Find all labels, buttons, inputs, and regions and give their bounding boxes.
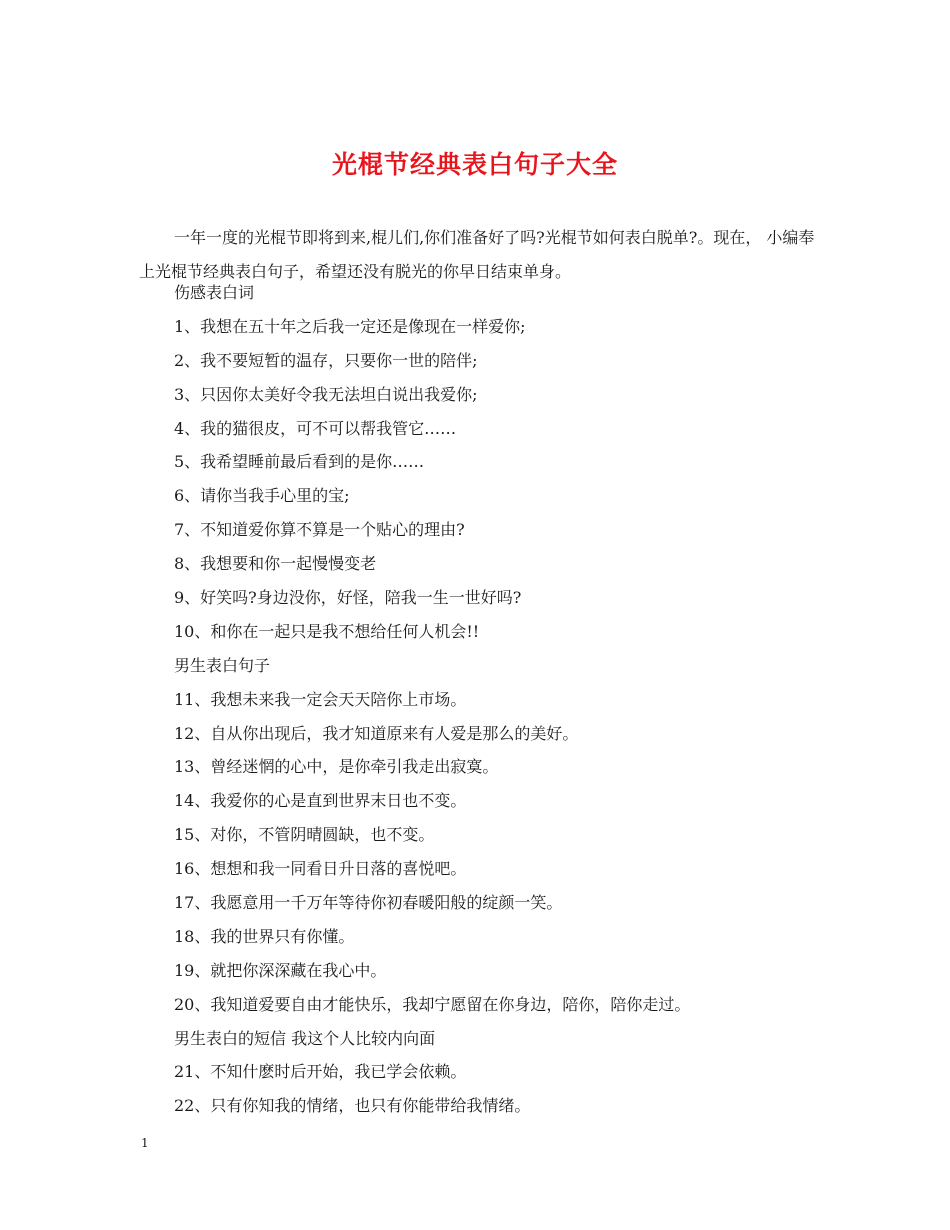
list-item: 3、只因你太美好令我无法坦白说出我爱你; — [174, 384, 478, 404]
list-item: 21、不知什麽时后开始，我已学会依赖。 — [174, 1062, 467, 1082]
list-item: 7、不知道爱你算不算是一个贴心的理由? — [174, 520, 465, 540]
list-item: 1、我想在五十年之后我一定还是像现在一样爱你; — [174, 316, 526, 336]
list-item: 9、好笑吗?身边没你，好怪，陪我一生一世好吗? — [174, 588, 522, 608]
section-heading: 男生表白句子 — [174, 655, 271, 675]
list-item: 20、我知道爱要自由才能快乐，我却宁愿留在你身边，陪你，陪你走过。 — [174, 994, 691, 1014]
list-item: 17、我愿意用一千万年等待你初春暖阳般的绽颜一笑。 — [174, 893, 563, 913]
content-lines — [174, 276, 814, 1123]
list-item: 14、我爱你的心是直到世界末日也不变。 — [174, 791, 467, 811]
list-item: 5、我希望睡前最后看到的是你…… — [174, 452, 425, 472]
list-item: 11、我想未来我一定会天天陪你上市场。 — [174, 689, 467, 709]
list-item: 13、曾经迷惘的心中，是你牵引我走出寂寞。 — [174, 757, 499, 777]
list-item: 8、我想要和你一起慢慢变老 — [174, 554, 377, 574]
section-heading: 伤感表白词 — [174, 283, 255, 302]
list-item: 6、请你当我手心里的宝; — [174, 486, 350, 506]
intro-paragraph: 一年一度的光棍节即将到来,棍儿们,你们准备好了吗?光棍节如何表白脱单?。现在， 小编奉上光棍节经典表白句子，希望还没有脱光的你早日结束单身。 — [139, 228, 815, 281]
list-item: 16、想想和我一同看日升日落的喜悦吧。 — [174, 859, 467, 879]
list-item: 2、我不要短暂的温存，只要你一世的陪伴; — [174, 350, 478, 370]
section-heading: 男生表白的短信 我这个人比较内向面 — [174, 1028, 436, 1048]
list-item: 18、我的世界只有你懂。 — [174, 926, 355, 946]
document-title: 光棍节经典表白句子大全 — [331, 149, 618, 179]
list-item: 10、和你在一起只是我不想给任何人机会!! — [174, 621, 480, 641]
list-item: 4、我的猫很皮，可不可以帮我管它…… — [174, 418, 457, 438]
list-item: 15、对你，不管阴晴圆缺，也不变。 — [174, 825, 435, 845]
list-item: 19、就把你深深藏在我心中。 — [174, 960, 387, 980]
list-item: 12、自从你出现后，我才知道原来有人爱是那么的美好。 — [174, 723, 579, 743]
list-item: 22、只有你知我的情绪，也只有你能带给我情绪。 — [174, 1096, 531, 1116]
page-number: 1 — [141, 1136, 149, 1150]
